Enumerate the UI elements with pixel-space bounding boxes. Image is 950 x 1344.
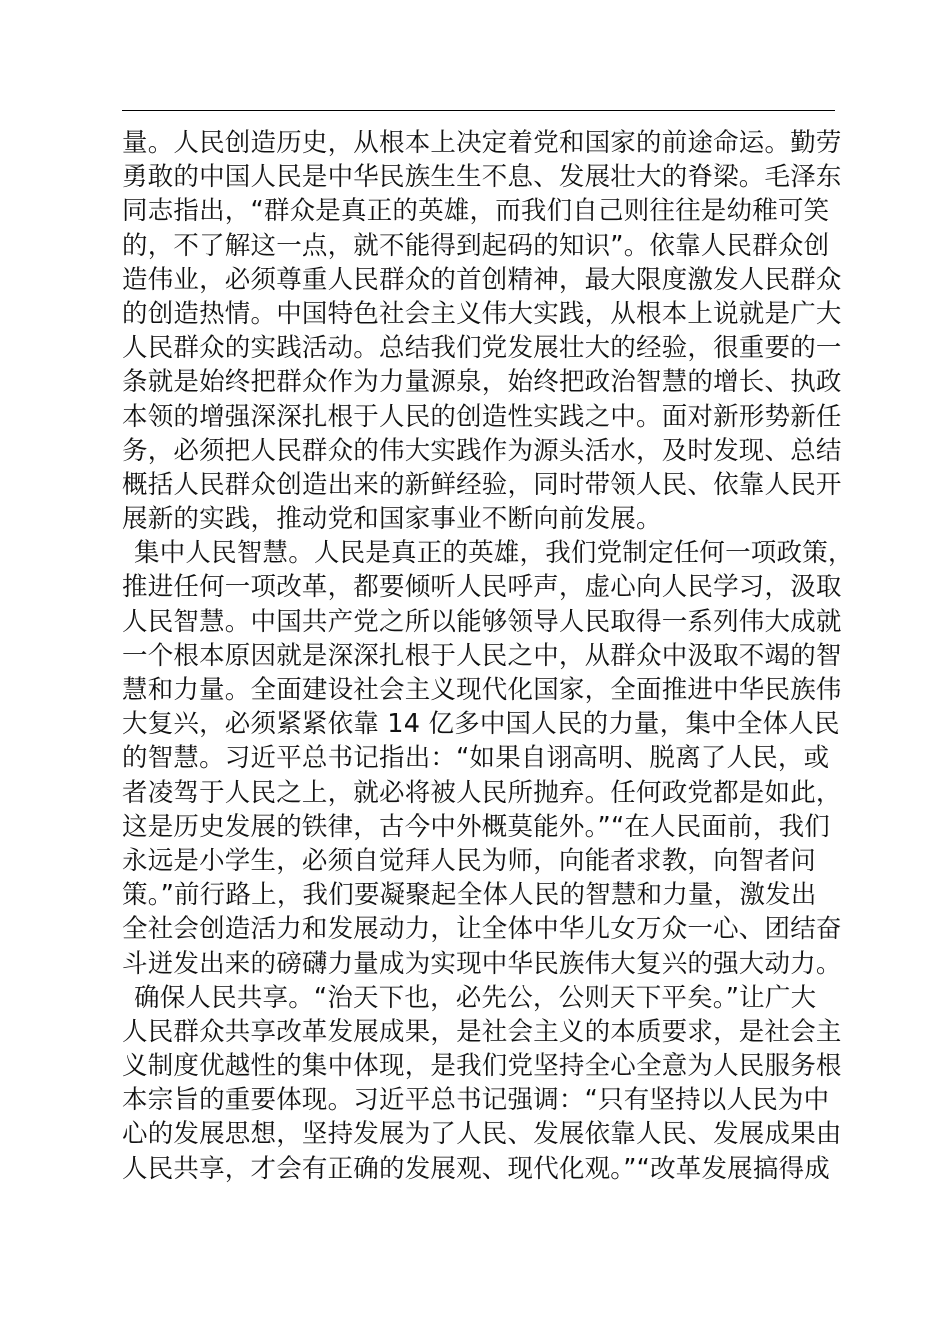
text-line: 人民共享，才会有正确的发展观、现代化观。”“改革发展搞得成	[122, 1153, 830, 1184]
text-line: 义制度优越性的集中体现，是我们党坚持全心全意为人民服务根	[122, 1051, 842, 1082]
text-line: 推进任何一项改革，都要倾听人民呼声，虚心向人民学习，汲取	[122, 572, 842, 603]
text-line: 的智慧。习近平总书记指出：“如果自诩高明、脱离了人民，或	[122, 743, 830, 774]
text-line: 的，不了解这一点，就不能得到起码的知识”。依靠人民群众创	[122, 230, 830, 261]
text-line: 造伟业，必须尊重人民群众的首创精神，最大限度激发人民群众	[122, 264, 842, 295]
text-line: 本领的增强深深扎根于人民的创造性实践之中。面对新形势新任	[122, 401, 842, 432]
text-line: 心的发展思想，坚持发展为了人民、发展依靠人民、发展成果由	[122, 1119, 842, 1150]
text-line: 人民群众共享改革发展成果，是社会主义的本质要求，是社会主	[122, 1016, 842, 1047]
text-line: 量。人民创造历史，从根本上决定着党和国家的前途命运。勤劳	[122, 128, 842, 158]
text-line: 一个根本原因就是深深扎根于人民之中，从群众中汲取不竭的智	[122, 640, 842, 671]
text-line: 务，必须把人民群众的伟大实践作为源头活水，及时发现、总结	[122, 435, 842, 466]
text-line: 者凌驾于人民之上，就必将被人民所抛弃。任何政党都是如此，	[122, 777, 842, 808]
text-line: 人民群众的实践活动。总结我们党发展壮大的经验，很重要的一	[122, 333, 842, 364]
text-line: 永远是小学生，必须自觉拜人民为师，向能者求教，向智者问	[122, 845, 816, 876]
paragraph-start-line: 确保人民共享。“治天下也，必先公，公则天下平矣。”让广大	[134, 982, 817, 1013]
text-line: 条就是始终把群众作为力量源泉，始终把政治智慧的增长、执政	[122, 367, 842, 398]
text-line: 这是历史发展的铁律，古今中外概莫能外。”“在人民面前，我们	[122, 811, 830, 842]
text-line: 本宗旨的重要体现。习近平总书记强调：“只有坚持以人民为中	[122, 1085, 830, 1116]
text-line: 大复兴，必须紧紧依靠 14 亿多中国人民的力量，集中全体人民	[122, 709, 840, 740]
text-line: 策。”前行路上，我们要凝聚起全体人民的智慧和力量，激发出	[122, 880, 817, 911]
text-line: 同志指出，“群众是真正的英雄，而我们自己则往往是幼稚可笑	[122, 196, 830, 227]
paragraph-start-line: 集中人民智慧。人民是真正的英雄，我们党制定任何一项政策，	[134, 538, 854, 569]
text-line: 人民智慧。中国共产党之所以能够领导人民取得一系列伟大成就	[122, 606, 842, 637]
text-line: 全社会创造活力和发展动力，让全体中华儿女万众一心、团结奋	[122, 914, 842, 945]
text-line: 斗迸发出来的磅礴力量成为实现中华民族伟大复兴的强大动力。	[122, 948, 842, 979]
header-rule	[122, 110, 835, 111]
text-line: 展新的实践，推动党和国家事业不断向前发展。	[122, 504, 662, 535]
text-line: 的创造热情。中国特色社会主义伟大实践，从根本上说就是广大	[122, 298, 842, 329]
body-text	[122, 126, 857, 1186]
text-line: 概括人民群众创造出来的新鲜经验，同时带领人民、依靠人民开	[122, 469, 842, 500]
text-line: 勇敢的中国人民是中华民族生生不息、发展壮大的脊梁。毛泽东	[122, 162, 842, 193]
text-line: 慧和力量。全面建设社会主义现代化国家，全面推进中华民族伟	[122, 675, 842, 705]
